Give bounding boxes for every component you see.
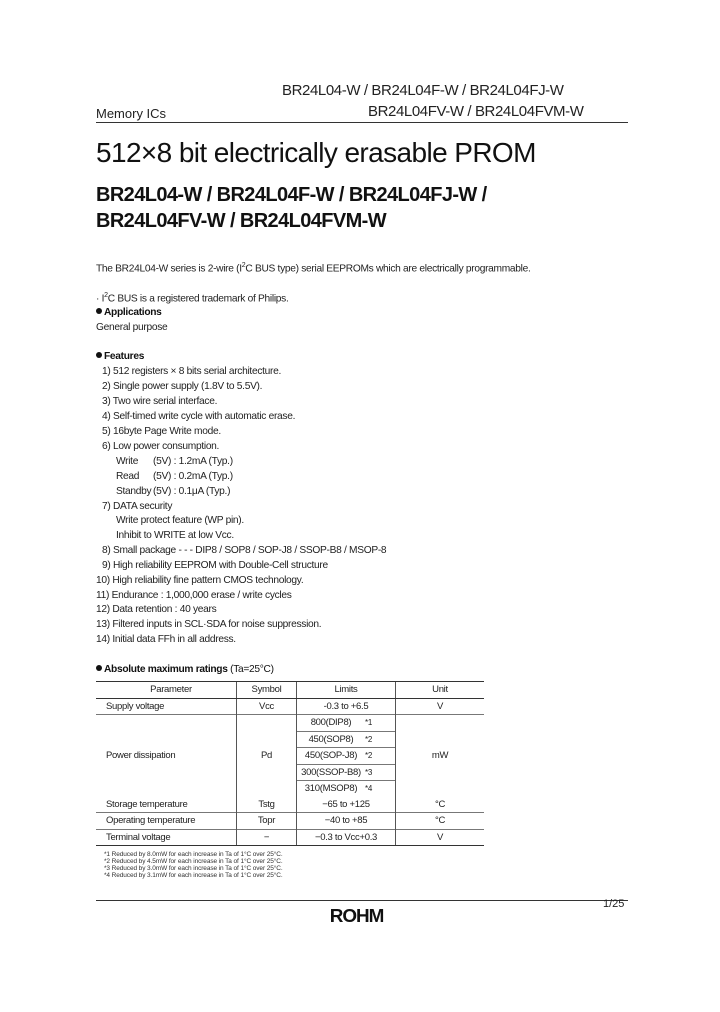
table-row: Operating temperature Topr −40 to +85 °C bbox=[96, 813, 484, 830]
part-heading-line-2: BR24L04FV-W / BR24L04FVM-W bbox=[96, 210, 387, 232]
feature-item: 13) Filtered inputs in SCL·SDA for noise suppression. bbox=[96, 619, 322, 630]
bullet-icon bbox=[96, 352, 102, 358]
ratings-table bbox=[96, 681, 484, 846]
trademark-note: · $I^2C$ BUS is a registered trademark of Philips. bbox=[96, 292, 289, 305]
part-heading-line-1: BR24L04-W / BR24L04F-W / BR24L04FJ-W / bbox=[96, 184, 487, 206]
intro-text: The BR24L04-W series is 2-wire ($I^2C$ BUS type) serial EEPROMs which are electrically programmable. bbox=[96, 262, 531, 275]
bullet-icon bbox=[96, 308, 102, 314]
table-row: 450(SOP-J8) *2 bbox=[96, 748, 484, 765]
footnote: *4 Reduced by 3.1mW for each increase in Ta of 1°C over 25°C. bbox=[104, 872, 283, 879]
table-row: Terminal voltage − −0.3 to Vcc+0.3 V bbox=[96, 829, 484, 846]
feature-item: 1) 512 registers × 8 bits serial architecture. bbox=[102, 366, 282, 377]
feature-item: 5) 16byte Page Write mode. bbox=[102, 426, 221, 437]
column-header-symbol: Symbol bbox=[237, 682, 297, 699]
feature-item: 2) Single power supply (1.8V to 5.5V). bbox=[102, 381, 263, 392]
table-row: Power dissipation Pd 800(DIP8) *1 mW bbox=[96, 715, 484, 732]
power-mode-read: Read bbox=[116, 471, 140, 482]
column-header-unit: Unit bbox=[396, 682, 485, 699]
features-heading: Features bbox=[96, 351, 144, 362]
header-category: Memory ICs bbox=[96, 106, 167, 121]
feature-item: 3) Two wire serial interface. bbox=[102, 396, 218, 407]
power-mode-write: Write bbox=[116, 456, 139, 467]
footnote: *1 Reduced by 8.0mW for each increase in Ta of 1°C over 25°C. bbox=[104, 851, 283, 858]
table-row: Storage temperature Tstg −65 to +125 °C bbox=[96, 797, 484, 813]
page-number: 1/25 bbox=[603, 898, 625, 910]
feature-item: 4) Self-timed write cycle with automatic erase. bbox=[102, 411, 296, 422]
feature-subitem: Inhibit to WRITE at low Vcc. bbox=[116, 530, 234, 541]
footnote: *2 Reduced by 4.5mW for each increase in Ta of 1°C over 25°C. bbox=[104, 858, 283, 865]
power-value-write: (5V) : 1.2mA (Typ.) bbox=[153, 456, 233, 467]
bullet-icon bbox=[96, 665, 102, 671]
header-part-line-1: BR24L04-W / BR24L04F-W / BR24L04FJ-W bbox=[282, 82, 564, 99]
header-divider bbox=[96, 122, 628, 123]
footer-divider bbox=[96, 900, 628, 901]
feature-item: 14) Initial data FFh in all address. bbox=[96, 634, 236, 645]
footnote: *3 Reduced by 3.0mW for each increase in Ta of 1°C over 25°C. bbox=[104, 865, 283, 872]
feature-item: 10) High reliability fine pattern CMOS technology. bbox=[96, 575, 304, 586]
feature-item: 11) Endurance : 1,000,000 erase / write cycles bbox=[96, 590, 292, 601]
table-row: 300(SSOP-B8) *3 bbox=[96, 764, 484, 781]
document-title: 512×8 bit electrically erasable PROM bbox=[96, 137, 536, 168]
feature-item: 6) Low power consumption. bbox=[102, 441, 220, 452]
table-row: 450(SOP8) *2 bbox=[96, 731, 484, 748]
table-row: 310(MSOP8) *4 bbox=[96, 781, 484, 797]
ratings-heading: Absolute maximum ratings (Ta=25°C) bbox=[96, 664, 274, 675]
power-mode-standby: Standby bbox=[116, 486, 152, 497]
column-header-limits: Limits bbox=[297, 682, 396, 699]
column-header-parameter: Parameter bbox=[96, 682, 237, 699]
applications-text: General purpose bbox=[96, 322, 168, 333]
feature-item: 12) Data retention : 40 years bbox=[96, 604, 217, 615]
feature-item: 7) DATA security bbox=[102, 501, 173, 512]
applications-heading: Applications bbox=[96, 307, 162, 318]
feature-item: 8) Small package - - - DIP8 / SOP8 / SOP-J8 / SSOP-B8 / MSOP-8 bbox=[102, 545, 387, 556]
power-value-read: (5V) : 0.2mA (Typ.) bbox=[153, 471, 233, 482]
power-value-standby: (5V) : 0.1μA (Typ.) bbox=[153, 486, 231, 497]
rohm-logo: ROHM bbox=[329, 906, 384, 926]
header-part-line-2: BR24L04FV-W / BR24L04FVM-W bbox=[368, 103, 584, 120]
feature-subitem: Write protect feature (WP pin). bbox=[116, 515, 244, 526]
feature-item: 9) High reliability EEPROM with Double-Cell structure bbox=[102, 560, 328, 571]
table-row: Supply voltage Vcc -0.3 to +6.5 V bbox=[96, 698, 484, 715]
